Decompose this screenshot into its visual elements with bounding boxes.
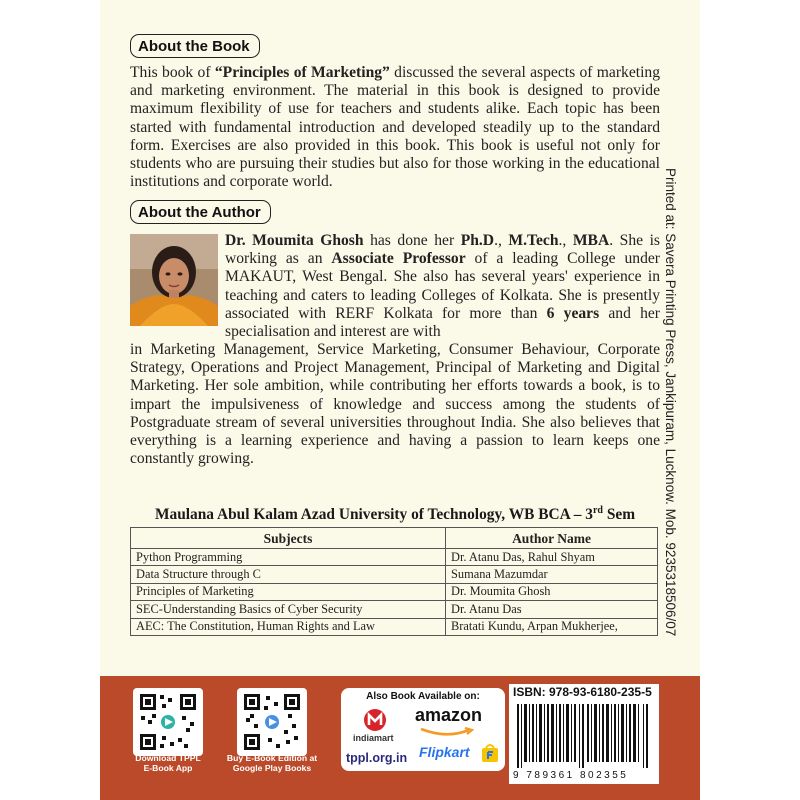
subject-cell: Principles of Marketing [131, 583, 446, 600]
author-cell: Bratati Kundu, Arpan Mukherjee, [446, 618, 658, 635]
qr-caption-ebook-app [113, 753, 223, 773]
author-cell: Sumana Mazumdar [446, 566, 658, 583]
bio-text: of a leading College under MAKAUT, West Bengal. She also has several years' experience in teaching and caters to leading Colleges of Kolkata. She is presently associated with RERF Kolkata for more than [225, 250, 660, 322]
stores-box [341, 688, 505, 771]
isbn-box [509, 684, 659, 784]
university-title-end: Sem [602, 506, 636, 524]
author-column-header: Author Name [446, 528, 658, 549]
subject-cell: AEC: The Constitution, Human Rights and Law [131, 618, 446, 635]
flipkart-bag-icon [481, 743, 499, 763]
table-row [131, 566, 658, 583]
bio-text: . She is working as an [225, 232, 660, 268]
university-title-sup: rd [592, 505, 603, 516]
subject-cell: Data Structure through C [131, 566, 446, 583]
bio-text: has done her [363, 232, 461, 249]
qr2-caption-line1: Buy E-Book Edition at [226, 753, 318, 763]
tppl-website-link[interactable]: tppl.org.in [346, 751, 408, 765]
table-row [131, 601, 658, 618]
amazon-link[interactable]: amazon [415, 705, 483, 725]
bio-text: and her specialisation and interest are with [225, 304, 661, 341]
qr1-caption-line1: Download TPPL [135, 753, 201, 763]
subjects-table [130, 527, 658, 636]
about-book-heading: About the Book [130, 34, 260, 58]
stores-title: Also Book Available on: [366, 691, 480, 702]
author-bio-top [225, 232, 660, 341]
university-title [130, 505, 660, 524]
indiamart-link[interactable]: indiamart [353, 733, 394, 743]
degree-mba: MBA [572, 232, 610, 249]
about-author-heading: About the Author [130, 200, 271, 224]
barcode-icon [513, 704, 655, 768]
qr-code-icon[interactable] [237, 688, 307, 756]
qr-code-icon[interactable] [133, 688, 203, 756]
qr2-caption-line2: Google Play Books [232, 763, 312, 773]
about-book-paragraph [130, 64, 660, 191]
qr-code-pattern [242, 692, 302, 752]
subject-cell: Python Programming [131, 549, 446, 566]
author-name: Dr. Moumita Ghosh [225, 232, 364, 249]
author-cell: Dr. Moumita Ghosh [446, 583, 658, 600]
table-header-row [131, 528, 658, 549]
qr-code-pattern [138, 692, 198, 752]
table-row [131, 583, 658, 600]
university-title-text: Maulana Abul Kalam Azad University of Technology, WB BCA – 3 [154, 506, 593, 524]
author-bio-bottom: in Marketing Management, Service Marketing, Consumer Behaviour, Corporate Strategy, Operations and Project Management, Principal of Marketing and Digital Marketing. Her sole ambition, while contributing her efforts towards a book, is to impart the impulsiveness of knowledge and success among the students of Postgraduate stream of several universities throughout India. She also believes that everything is a learning experience and having a passion to learn keeps one constantly growing. [130, 341, 660, 468]
about-book-text-2: discussed the several aspects of marketing and marketing environment. The material in this book is designed to provide maximum flexibility of use for teachers and students alike. Each topic has been started with fundamental introduction and developed steadily up to the standard form. Exercises are also provided in this book. This book is useful not only for students who are pursuing their studies but also for those working in the educational institutions and corporate world. [130, 64, 660, 191]
bio-text: ., [494, 232, 509, 249]
subjects-column-header: Subjects [131, 528, 446, 549]
experience-years: 6 years [546, 304, 600, 322]
table-row [131, 618, 658, 635]
qr-caption-google-play [217, 753, 327, 773]
book-title-bold: “Principles of Marketing” [214, 64, 390, 81]
qr1-caption-line2: E-Book App [143, 763, 193, 773]
subject-cell: SEC-Understanding Basics of Cyber Security [131, 601, 446, 618]
about-book-text-1: This book of [130, 64, 215, 81]
author-cell: Dr. Atanu Das [446, 601, 658, 618]
printer-info-vertical: Printed at: Savera Printing Press, Jankipuram, Lucknow. Mob. 9235318506/07 [663, 168, 678, 637]
isbn-number: ISBN: 978-93-6180-235-5 [513, 685, 652, 699]
author-photo [130, 234, 218, 326]
flipkart-link[interactable]: Flipkart [419, 744, 470, 760]
author-portrait-image [130, 234, 218, 326]
barcode-digits: 9 789361 802355 [513, 770, 629, 781]
amazon-smile-icon [419, 727, 477, 737]
bio-text: ., [558, 232, 573, 249]
indiamart-logo-icon [363, 708, 387, 732]
degree-mtech: M.Tech [508, 232, 559, 249]
author-cell: Dr. Atanu Das, Rahul Shyam [446, 549, 658, 566]
degree-phd: Ph.D [460, 232, 495, 249]
author-role: Associate Professor [331, 250, 466, 268]
table-row [131, 549, 658, 566]
